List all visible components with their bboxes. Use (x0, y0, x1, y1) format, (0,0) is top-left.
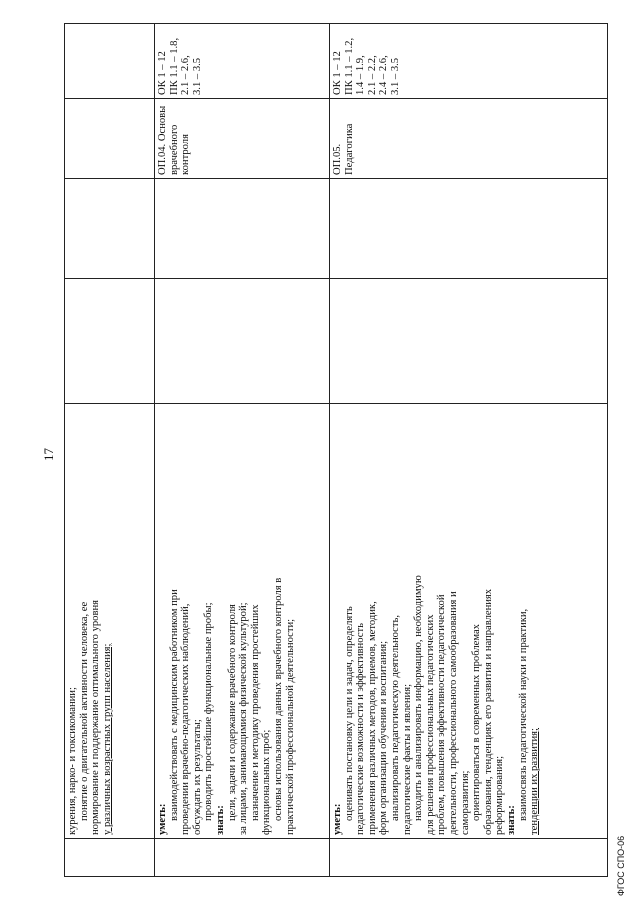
content-line: применения различных методов, приемов, методик, (366, 601, 378, 835)
content-line: проводить простейшие функциональные пробы; (203, 602, 215, 821)
content-line: реформирования; (494, 755, 506, 835)
competency-line: 3.1 – 3.5 (389, 57, 401, 95)
content-line: педагогические возможности и эффективность (355, 623, 367, 835)
content-line: саморазвития; (459, 770, 471, 835)
empty-cell (155, 279, 330, 404)
content-line: деятельности, профессионального самообразования и (447, 591, 459, 835)
empty-cell (155, 179, 330, 279)
discipline-cell: ОП.05. Педагогика (330, 99, 608, 179)
content-line: находить и анализировать информацию, необходимую (413, 575, 425, 821)
content-line: функциональных проб; (261, 729, 273, 835)
content-line: для решения профессиональных педагогических (424, 614, 436, 835)
content-line: анализировать педагогическую деятельность, (389, 615, 401, 821)
content-line: курения, нарко- и токсикомании; (67, 687, 78, 835)
knowledge-cell (330, 404, 608, 839)
competency-line: 1.4 – 1.9, (355, 55, 367, 95)
page-number: 17 (41, 448, 56, 461)
content-line: за лицами, занимающимися физической культурой; (238, 602, 250, 835)
content-line: образования, тенденциях его развития и направлениях (482, 588, 494, 835)
empty-cell (65, 179, 155, 279)
umet-label: уметь: (157, 803, 168, 835)
knowledge-cell (65, 404, 155, 839)
competency-line: ОК 1 – 12 (332, 51, 343, 95)
content-line: основы использования данных врачебного контроля в (272, 577, 284, 821)
competency-line: 2.1 – 2.6, (180, 55, 192, 95)
competency-line: ПК 1.1 – 1.8, (168, 37, 180, 95)
competencies-cell (155, 24, 330, 99)
content-line: нормирование и поддержание оптимального уровня (90, 599, 102, 835)
competency-line: ОК 1 – 12 (157, 51, 168, 95)
empty-cell (330, 179, 608, 279)
row-code-cell (330, 839, 608, 877)
footer-code: ФГОС СПО-06 (616, 835, 626, 896)
znat-label: знать: (505, 805, 517, 835)
competency-line: ПК 1.1 – 1.2, (343, 37, 355, 95)
content-line: обсуждать их результаты; (191, 719, 203, 835)
content-line: цели, задачи и содержание врачебного контроля (226, 604, 238, 821)
content-line: понятие о двигательной активности человека, ее (78, 601, 90, 821)
competencies-cell (65, 24, 155, 99)
content-line: форм организации обучения и воспитания; (378, 640, 390, 835)
znat-label: знать: (214, 805, 226, 835)
content-line: взаимосвязь педагогической науки и практики, (517, 608, 529, 821)
curriculum-table (64, 23, 608, 877)
content-line: у различных возрастных групп населения; (101, 643, 113, 835)
row-code-cell (155, 839, 330, 877)
discipline-cell (65, 99, 155, 179)
empty-cell (65, 279, 155, 404)
content-line: взаимодействовать с медицинским работником при (168, 589, 180, 821)
competency-line: 3.1 – 3.5 (191, 57, 203, 95)
content-line: ориентироваться в современных проблемах (471, 624, 483, 821)
discipline-cell: ОП.04. Основы врачебного контроля (155, 99, 330, 179)
content-line: практической профессиональной деятельности; (284, 618, 296, 835)
row-code-cell (65, 839, 155, 877)
competency-line: 2.4 – 2.6, (378, 55, 390, 95)
table-row (65, 24, 155, 877)
umet-label: уметь: (332, 803, 343, 835)
content-line: оценивать постановку цели и задач, определять (343, 606, 355, 821)
table-row (155, 24, 330, 877)
content-line: тенденции их развития; (529, 727, 541, 835)
content-line: проблем, повышения эффективности педагогической (436, 594, 448, 835)
content-line: проведении врачебно-педагогических наблюдений, (180, 603, 192, 835)
knowledge-cell (155, 404, 330, 839)
competencies-cell (330, 24, 608, 99)
table-row (330, 24, 608, 877)
competency-line: 2.1 – 2.2, (366, 55, 378, 95)
content-line: назначение и методику проведения простейших (249, 604, 261, 821)
content-line: педагогические факты и явления; (401, 683, 413, 835)
empty-cell (330, 279, 608, 404)
